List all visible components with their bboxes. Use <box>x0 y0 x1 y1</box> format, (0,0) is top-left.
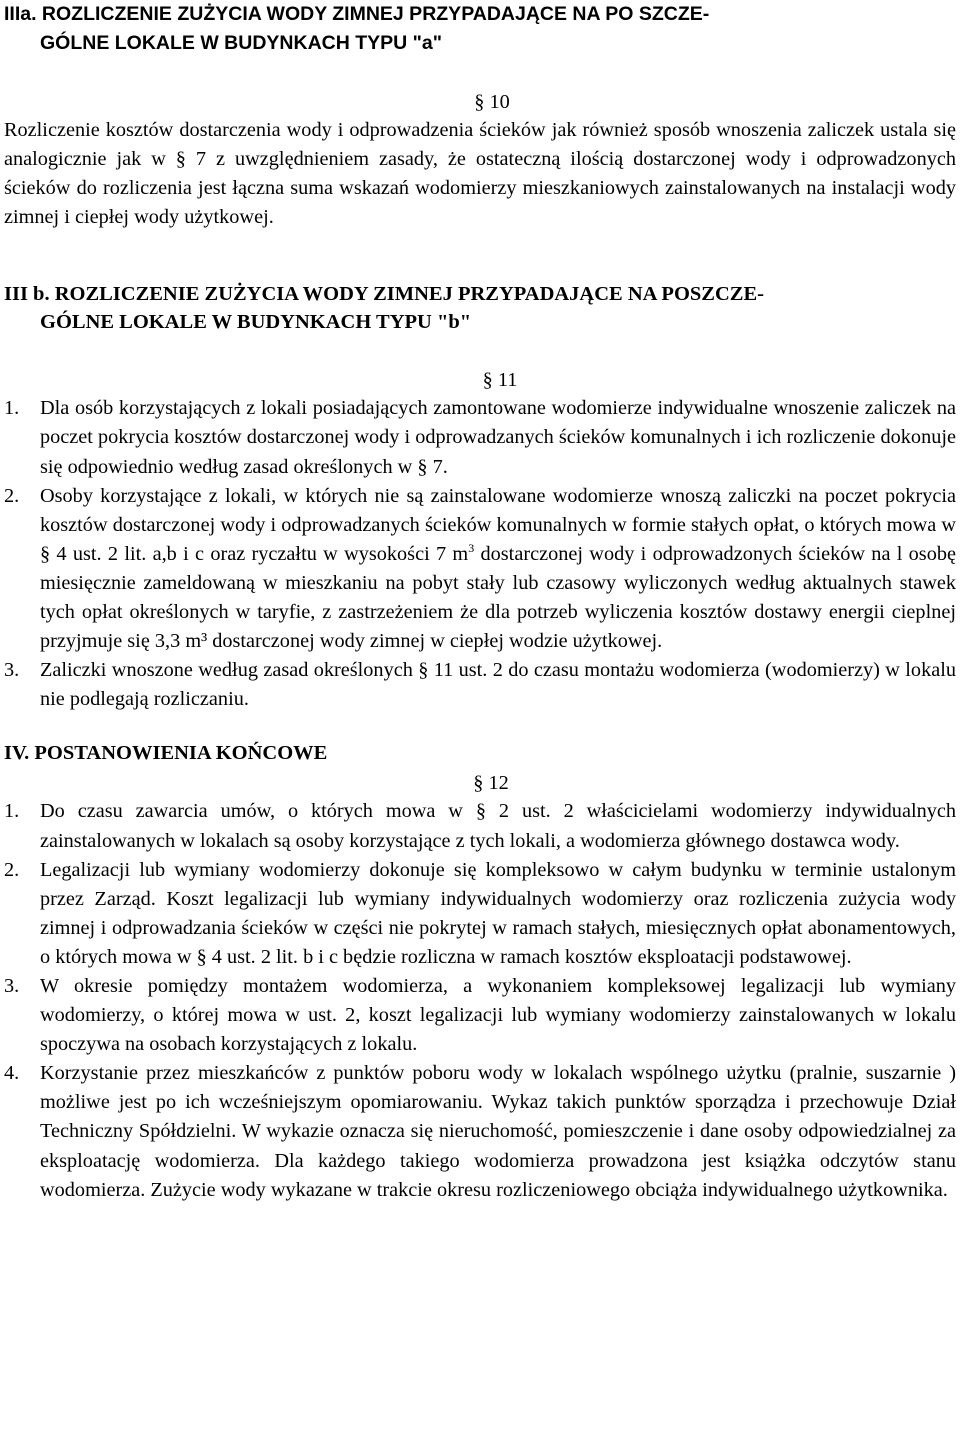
section-b-heading-line1: III b. ROZLICZENIE ZUŻYCIA WODY ZIMNEJ PRZYPADAJĄCE NA POSZCZE- <box>4 283 764 306</box>
list-item-number: 1. <box>4 800 20 823</box>
section-iv-heading: IV. POSTANOWIENIA KOŃCOWE <box>4 742 328 765</box>
list-item-text: Korzystanie przez mieszkańców z punktów poboru wody w lokalach wspólnego użytku (pralnie, suszarnie ) możliwe jest po ich wcześniejszym opomiarowaniu. Wykaz takich punktów sporządza i przechowuje Dział Techniczny Spółdzielni. W wykazie oznacza się nieruchomość, pomieszczenie i dane osoby odpowiedzialnej za eksploatację wodomierza. Dla każdego takiego wodomierza prowadzona jest książka odczytów stanu wodomierza. Zużycie wody wykazane w trakcie okresu rozliczeniowego obciąża indywidualnego użytkownika. <box>40 1062 956 1201</box>
list-item-text: Osoby korzystające z lokali, w których nie są zainstalowane wodomierze wnoszą zaliczki na poczet pokrycia kosztów dostarczonej wody i odprowadzanych ścieków komunalnych w formie stałych opłat, o których mowa w § 4 ust. 2 lit. a,b i c oraz ryczałtu w wysokości 7 $m^3$ dostarczonej wody i odprowadzonych ścieków na l osobę miesięcznie zameldowaną w mieszkaniu na pobyt stały lub czasowy wyliczonych według aktualnych stawek tych opłat określonych w taryfie, z zastrzeżeniem że dla potrzeb wyliczenia kosztów dostawy energii cieplnej przyjmuje się 3,3 m³ dostarczonej wody zimnej w ciepłej wodzie użytkowej. <box>40 484 956 653</box>
section-b-heading-line2: GÓLNE LOKALE W BUDYNKACH TYPU "b" <box>40 311 472 334</box>
superscript: 3 <box>468 540 475 555</box>
list-item <box>4 1059 956 1204</box>
document-page <box>4 0 956 1205</box>
section-a-body: Rozliczenie kosztów dostarczenia wody i odprowadzenia ścieków jak również sposób wnoszenia zaliczek ustala się analogicznie jak w § 7 z uwzględnieniem zasady, że ostateczną ilością dostarczonej wody i odprowadzonych ścieków do rozliczenia jest łączna suma wskazań wodomierzy mieszkaniowych zainstalowanych na instalacji wody zimnej i ciepłej wody użytkowej. <box>4 119 956 229</box>
section-a-heading-line2: GÓLNE LOKALE W BUDYNKACH TYPU "a" <box>40 32 442 54</box>
paragraph-sign-12: § 12 <box>473 772 509 795</box>
list-item <box>4 856 956 972</box>
list-item-number: 2. <box>4 484 20 507</box>
list-item-number: 4. <box>4 1062 20 1085</box>
section-a-heading-line1: IIIa. ROZLICZENIE ZUŻYCIA WODY ZIMNEJ PRZYPADAJĄCE NA PO SZCZE- <box>4 3 710 25</box>
list-item-number: 3. <box>4 974 20 997</box>
list-item-number: 2. <box>4 858 20 881</box>
section-a-heading <box>4 0 956 58</box>
list-item <box>4 797 956 855</box>
list-item-text: Zaliczki wnoszone według zasad określonych § 11 ust. 2 do czasu montażu wodomierza (wodomierzy) w lokalu nie podlegają rozliczaniu. <box>40 659 956 711</box>
list-item <box>4 656 956 714</box>
paragraph-sign-10: § 10 <box>474 91 510 113</box>
list-item-text: W okresie pomiędzy montażem wodomierza, a wykonaniem kompleksowej legalizacji lub wymiany wodomierzy, o której mowa w ust. 2, koszt legalizacji lub wymiany wodomierzy zainstalowanych w lokalu spoczywa na osobach korzystających z lokalu. <box>40 974 956 1056</box>
list-item-text: Dla osób korzystających z lokali posiadających zamontowane wodomierze indywidualne wnoszenie zaliczek na poczet pokrycia kosztów dostarczonej wody i odprowadzanych ścieków komunalnych i ich rozliczenie dokonuje się odpowiednio według zasad określonych w § 7. <box>40 397 956 478</box>
list-item <box>4 394 956 481</box>
section-b-heading <box>4 280 956 336</box>
list-item-text: Legalizacji lub wymiany wodomierzy dokonuje się kompleksowo w całym budynku w terminie ustalonym przez Zarząd. Koszt legalizacji lub wymiany indywidualnych wodomierzy oraz rozliczenia zużycia wody zimnej i odprowadzania ścieków w części nie pokrytej w ramach stałych, miesięcznych opłat abonamentowych, o których mowa w § 4 ust. 2 lit. b i c będzie rozliczna w ramach kosztów eksploatacji podstawowej. <box>40 858 956 968</box>
list-item-number: 3. <box>4 659 20 682</box>
paragraph-sign-11: § 11 <box>482 369 518 392</box>
list-item-number: 1. <box>4 397 20 420</box>
list-item-text: Do czasu zawarcia umów, o których mowa w § 2 ust. 2 właścicielami wodomierzy indywidualnych zainstalowanych w lokalach są osoby korzystające z tych lokali, a wodomierza głównego dostawca wody. <box>40 800 956 852</box>
list-item <box>4 482 956 657</box>
list-item <box>4 972 956 1059</box>
